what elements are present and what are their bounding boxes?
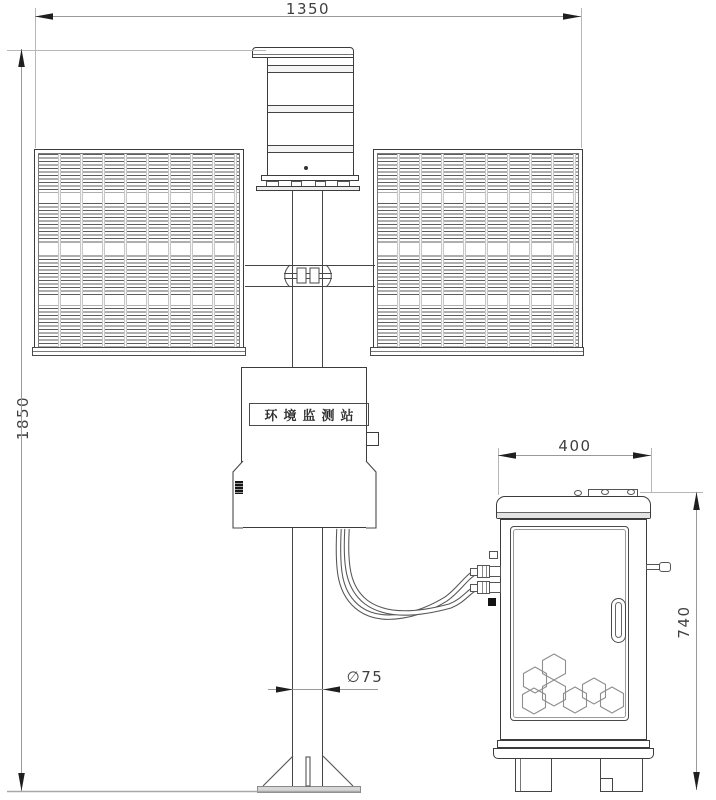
dim-pole-diameter: ∅75 [346, 668, 384, 686]
cabinet-left-nub [489, 551, 498, 559]
dim-overall-width: 1350 [285, 0, 331, 18]
hose-connector-body [489, 582, 501, 593]
base-gussets [263, 756, 353, 786]
dimension-arrowheads [18, 13, 700, 791]
dim-overall-height: 1850 [14, 395, 32, 441]
control-box-vent [235, 481, 243, 494]
control-box-flange-left [233, 461, 243, 528]
dimension-lines [22, 17, 697, 792]
pole-clamp [284, 265, 332, 287]
hexagon-pattern [523, 654, 624, 714]
station-nameplate: 环境监测站 [249, 403, 369, 426]
control-box-flange-right [366, 461, 376, 528]
extension-lines [7, 8, 703, 495]
dim-cabinet-width: 400 [558, 437, 592, 455]
cabinet-left-port [488, 598, 496, 606]
connection-hoses [338, 529, 476, 617]
dim-cabinet-height: 740 [675, 605, 693, 639]
hose-connector-body [489, 566, 501, 577]
